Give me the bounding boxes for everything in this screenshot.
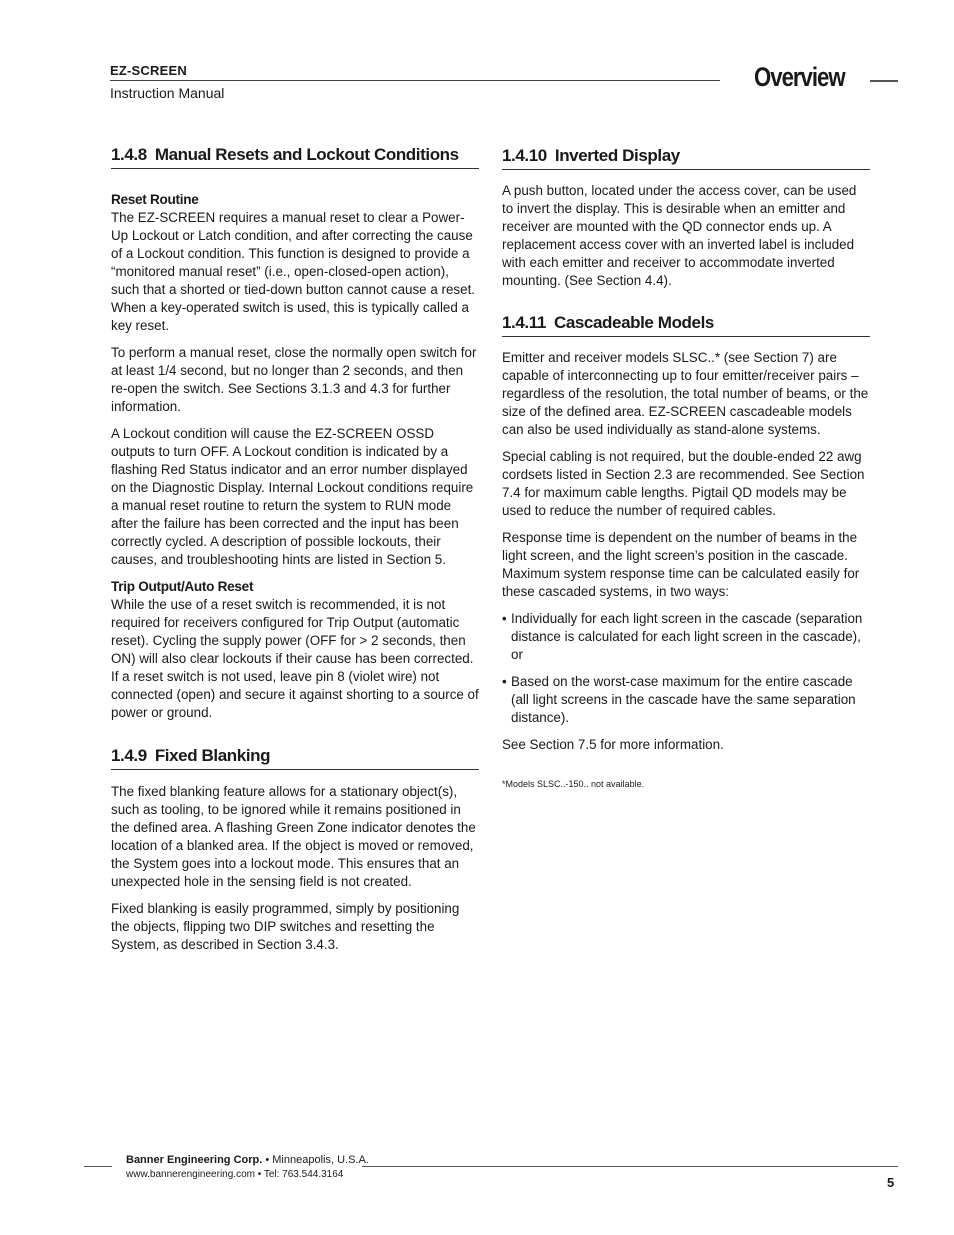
list-item: • Individually for each light screen in the cascade (separation distance is calculated for each light screen in the cascade), or (502, 610, 870, 664)
footer-contact: www.bannerengineering.com • Tel: 763.544.3164 (126, 1169, 344, 1180)
footnote: *Models SLSC..-150.. not available. (502, 779, 645, 789)
paragraph: While the use of a reset switch is recommended, it is not required for receivers configured for Trip Output (automatic reset). Cycling the supply power (OFF for > 2 seconds, then ON) will also clear lockouts if their cause has been corrected. If a reset switch is not used, leave pin 8 (violet wire) not connected (open) and secure it against shorting to a source of power or ground. (111, 597, 479, 720)
paragraph: A Lockout condition will cause the EZ-SCREEN OSSD outputs to turn OFF. A Lockout condition is indicated by a flashing Red Status indicator and an error number displayed on the Diagnostic Display. Internal Lockout conditions require a manual reset routine to return the system to RUN mode after the failure has been corrected and the input has been correctly cycled. A description of possible lockouts, their causes, and troubleshooting hints are listed in Section 5. (111, 426, 474, 567)
heading-text: Manual Resets and Lockout Conditions (154, 145, 459, 164)
paragraph: Emitter and receiver models SLSC..* (see Section 7) are capable of interconnecting up to four emitter/receiver pairs – regardless of the resolution, the total number of beams, or the size of the defined area. EZ-SCREEN cascadeable models can also be used individually as stand-alone systems. (502, 350, 869, 437)
company-name: Banner Engineering Corp. (126, 1154, 263, 1166)
section-title: Overview (754, 62, 845, 92)
heading-number: 1.4.9 (111, 746, 147, 765)
paragraph: A push button, located under the access cover, can be used to invert the display. This is desirable when an emitter and receiver are mounted with the QD connector ends up. A replacement access cover with an inverted label is included with each emitter and receiver to accommodate inverted mounting. (See Section 4.4). (502, 183, 857, 288)
paragraph: The fixed blanking feature allows for a stationary object(s), such as tooling, to be ignored while it remains positioned in the defined area. A flashing Green Zone indicator denotes the location of a blanked area. If the object is moved or removed, the System goes into a lockout mode. This ensures that an unexpected hole in the sensing field is not created. (111, 784, 476, 889)
heading-text: Inverted Display (554, 146, 680, 165)
paragraph: To perform a manual reset, close the normally open switch for at least 1/4 second, but no longer than 2 seconds, and then re-open the switch. See Sections 3.1.3 and 4.3 for further information. (111, 345, 477, 414)
subheading-reset-routine: Reset Routine (111, 192, 199, 207)
paragraph: Fixed blanking is easily programmed, simply by positioning the objects, flipping two DIP switches and resetting the System, as described in Section 3.4.3. (111, 901, 460, 952)
footer-company-line (126, 1154, 369, 1166)
footer-rule-right (362, 1166, 898, 1167)
heading-inverted-display (502, 147, 870, 170)
right-column (502, 147, 870, 790)
paragraph: Response time is dependent on the number of beams in the light screen, and the light screen’s position in the cascade. Maximum system response time can be calculated easily for these cascaded systems, in two ways: (502, 530, 860, 599)
heading-number: 1.4.10 (502, 146, 547, 165)
header-rule-right (870, 80, 898, 82)
section-1-4-11 (502, 314, 870, 790)
page-number: 5 (887, 1175, 895, 1190)
product-name: EZ-SCREEN (110, 63, 187, 78)
heading-number: 1.4.8 (111, 145, 147, 164)
company-location: • Minneapolis, U.S.A. (262, 1154, 369, 1166)
heading-text: Cascadeable Models (553, 313, 714, 332)
paragraph: See Section 7.5 for more information. (502, 737, 724, 752)
list-item: • Based on the worst-case maximum for the entire cascade (all light screens in the cascade have the same separation distance). (502, 673, 870, 727)
heading-cascadeable-models (502, 314, 870, 337)
section-1-4-10 (502, 147, 870, 290)
subheading-trip-output: Trip Output/Auto Reset (111, 579, 254, 594)
heading-number: 1.4.11 (502, 313, 546, 332)
footer-rule-left (84, 1166, 112, 1167)
manual-label: Instruction Manual (110, 85, 225, 101)
bullet-list (502, 610, 870, 727)
left-column (111, 146, 479, 963)
paragraph: The EZ-SCREEN requires a manual reset to clear a Power-Up Lockout or Latch condition, and after correcting the cause of a Lockout condition. This function is designed to provide a “monitored manual reset” (i.e., open-closed-open action), such that a shorted or tied-down button cannot cause a reset. When a key-operated switch is used, this is typically called a key reset. (111, 210, 476, 333)
section-1-4-8 (111, 146, 479, 722)
heading-fixed-blanking (111, 747, 479, 770)
header-rule (110, 80, 720, 81)
heading-manual-resets (111, 146, 479, 169)
heading-text: Fixed Blanking (154, 746, 271, 765)
section-1-4-9 (111, 747, 479, 954)
paragraph: Special cabling is not required, but the double-ended 22 awg cordsets listed in Section 2.3 are recommended. See Section 7.4 for maximum cable lengths. Pigtail QD models may be used to reduce the number of required cables. (502, 449, 865, 518)
